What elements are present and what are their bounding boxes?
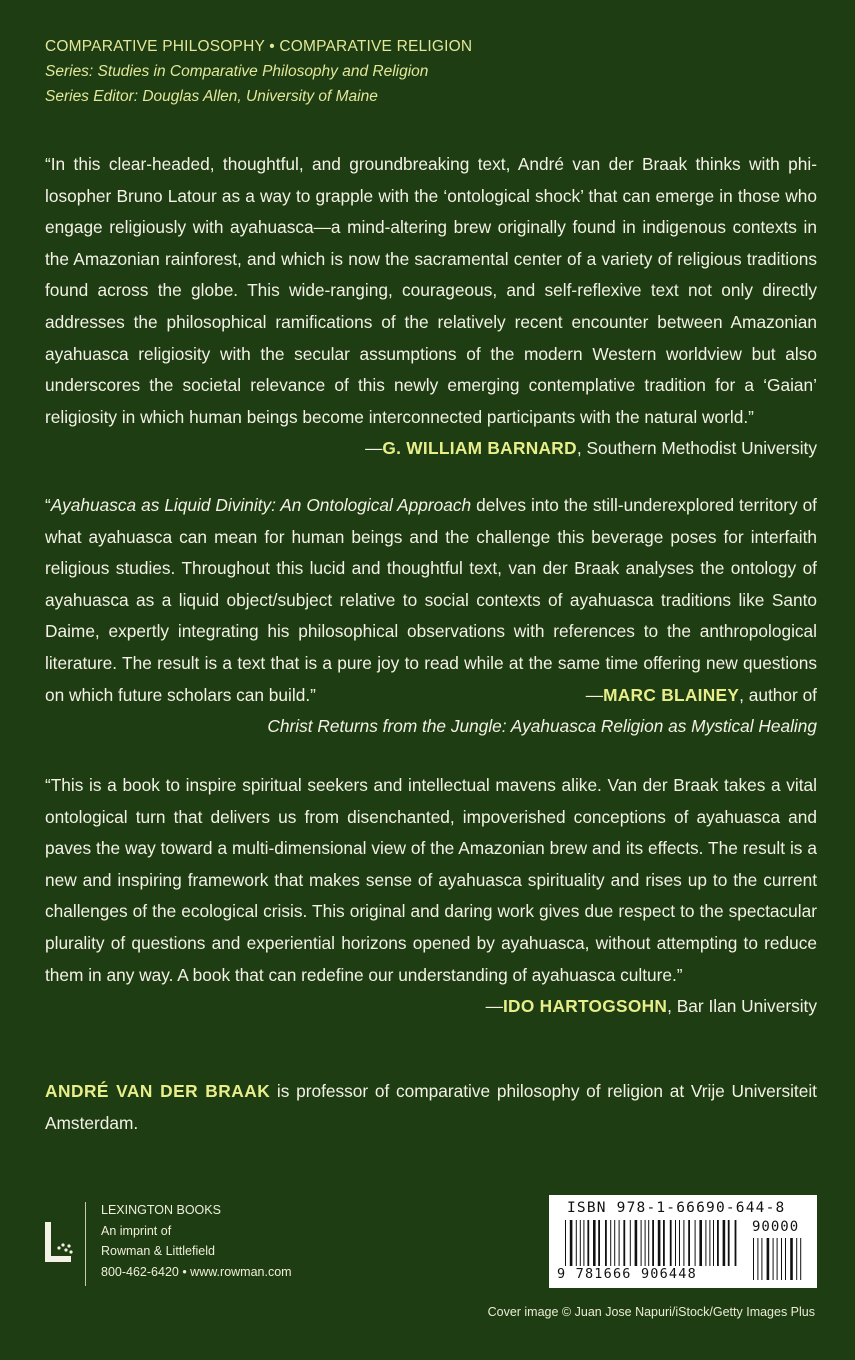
barcode-bar [663,1220,665,1266]
price-code: 90000 [752,1219,800,1235]
series-editor: Series Editor: Douglas Allen, University of Maine [45,88,378,105]
barcode-bar [728,1220,730,1266]
barcode-bar [767,1238,770,1280]
barcode-bar [635,1220,638,1266]
barcode-bar [699,1220,702,1266]
divider [85,1202,86,1286]
author-name: ANDRÉ VAN DER BRAAK [45,1081,271,1101]
series-block [45,34,817,109]
barcode-bar [614,1220,615,1266]
endorser-name: MARC BLAINEY [603,684,740,705]
barcode-bar [570,1220,573,1266]
barcode-bar [593,1220,596,1266]
blurb-attribution: —IDO HARTOGSOHN, Bar Ilan University [485,996,817,1017]
book-title: Ayahuasca as Liquid Divinity: An Ontological Approach [50,495,472,515]
barcode-bar [610,1220,611,1266]
barcode-bar [777,1238,778,1280]
barcode-bar [800,1238,801,1280]
barcode-bar [713,1220,714,1266]
barcode-bar [723,1220,726,1266]
barcode-bar [598,1220,600,1266]
barcode-bar [757,1238,758,1280]
barcode-bar [679,1220,680,1266]
barcode-bar [796,1238,797,1280]
barcode-bar [717,1220,719,1266]
lexington-logo-icon [45,1222,75,1268]
barcode-bar [645,1220,646,1266]
barcode-bar [565,1220,566,1266]
blurb-text: “This is a book to inspire spiritual seekers and intellectual mavens alike. Van der Braak takes a vital ontological turn that delivers us from disenchanted, impoverished conceptions of ayahuasca and paves the way toward a multi-dimensional view of the Amazonian brew and its effects. The result is a new and inspiring framework that makes sense of ayahuasca spirituality and rises up to the current challenges of the ecological crisis. This original and daring work gives due respect to the spectacular plurality of questions and experiential horizons opened by ayahuasca, without attempting to reduce them in any way. A book that can redefine our understanding of ayahuasca culture.” —IDO HARTOGSOHN, Bar Ilan University [45,770,817,991]
barcode-bar [587,1220,589,1266]
publisher-info [101,1200,292,1282]
series-title: Series: Studies in Comparative Philosophy and Religion [45,63,429,80]
barcode-bar [623,1220,625,1266]
barcode-bar [709,1220,710,1266]
series-categories: COMPARATIVE PHILOSOPHY • COMPARATIVE RELIGION [45,38,473,55]
author-bio: ANDRÉ VAN DER BRAAK is professor of comparative philosophy of religion at Vrije Universiteit Amsterdam. [45,1081,817,1133]
barcode-bar [705,1220,706,1266]
cover-credit: Cover image © Juan Jose Napuri/iStock/Getty Images Plus [487,1305,815,1319]
isbn-label: ISBN 978-1-66690-644-8 [567,1200,786,1216]
blurb-blainey [45,490,817,743]
barcode-bar [670,1220,672,1266]
barcode-bar [785,1238,786,1280]
barcode-bar [652,1220,654,1266]
barcode-bar [753,1238,754,1280]
endorser-credential: Christ Returns from the Jungle: Ayahuasca Religion as Mystical Healing [267,716,817,737]
endorser-name: IDO HARTOGSOHN [502,996,668,1017]
barcode-bar [580,1220,581,1266]
publisher-contact: 800-462-6420 • www.rowman.com [101,1264,292,1279]
barcode-bar [761,1238,762,1280]
blurb-text: “In this clear-headed, thoughtful, and groundbreaking text, André van der Braak thinks with philosopher Bruno Latour as a way to grapple with the ‘ontological shock’ that can emerge in those who engage religiously with ayahuasca—a mind-altering brew originally found in indigenous contexts in the Amazonian rainforest, and which is now the sacramental center of a variety of religious traditions found across the globe. This wide-ranging, courageous, and self-reflexive text not only directly addresses the philosophical ramifications of the relatively recent encounter between Amazonian ayahuasca religiosity with the secular assumptions of the modern Western worldview but also underscores the societal relevance of this newly emerging contemplative tradition for a ‘Gaian’ religiosity in which human beings become interconnected participants with the natural world.” —G. WILLIAM BARNARD, Southern Methodist University [45,149,817,433]
blurb-hartogsohn [45,770,817,1023]
barcode-bar [605,1220,607,1266]
publisher-parent: Rowman & Littlefield [101,1244,215,1258]
barcode-bars [563,1220,741,1266]
barcode-bar [675,1220,676,1266]
barcode-bar [773,1238,774,1280]
barcode-bar [648,1220,649,1266]
barcode-bar [583,1220,584,1266]
isbn-barcode [549,1195,817,1288]
barcode-digits: 9 781666 906448 [557,1266,697,1282]
barcode-bar [790,1238,793,1280]
barcode-bar [695,1220,696,1266]
publisher-block [45,1200,345,1290]
blurb-text: “Ayahuasca as Liquid Divinity: An Ontological Approach delves into the still-underexplored territory of what ayahuasca can mean for human beings and the challenge this beverage poses for interfaith religious studies. Throughout this lucid and thoughtful text, van der Braak analyses the ontology of ayahuasca as a liquid object/subject relative to social contexts of ayahuasca traditions like Santo Daime, expertly integrating his philosophical observations with references to the anthropological literature. The result is a text that is a pure joy to read while at the same time offering new questions on which future scholars can build.” —MARC BLAINEY, author of [45,490,817,711]
barcode-bar [619,1220,620,1266]
barcode-bar [781,1238,782,1280]
barcode-bar [576,1220,577,1266]
barcode-bar [658,1220,661,1266]
back-cover [45,34,817,1133]
barcode-bar [641,1220,642,1266]
barcode-bar [630,1220,631,1266]
barcode-bar [683,1220,684,1266]
blurb-attribution: —MARC BLAINEY, author of [585,684,817,705]
publisher-imprint: An imprint of [101,1223,172,1238]
barcode-bar [688,1220,690,1266]
blurb-barnard [45,149,817,465]
price-barcode-bars [751,1238,807,1280]
endorser-name: G. WILLIAM BARNARD [382,438,577,459]
blurb-attribution: —G. WILLIAM BARNARD, Southern Methodist University [365,438,817,459]
barcode-bar [735,1220,737,1266]
publisher-name: LEXINGTON BOOKS [101,1203,221,1217]
